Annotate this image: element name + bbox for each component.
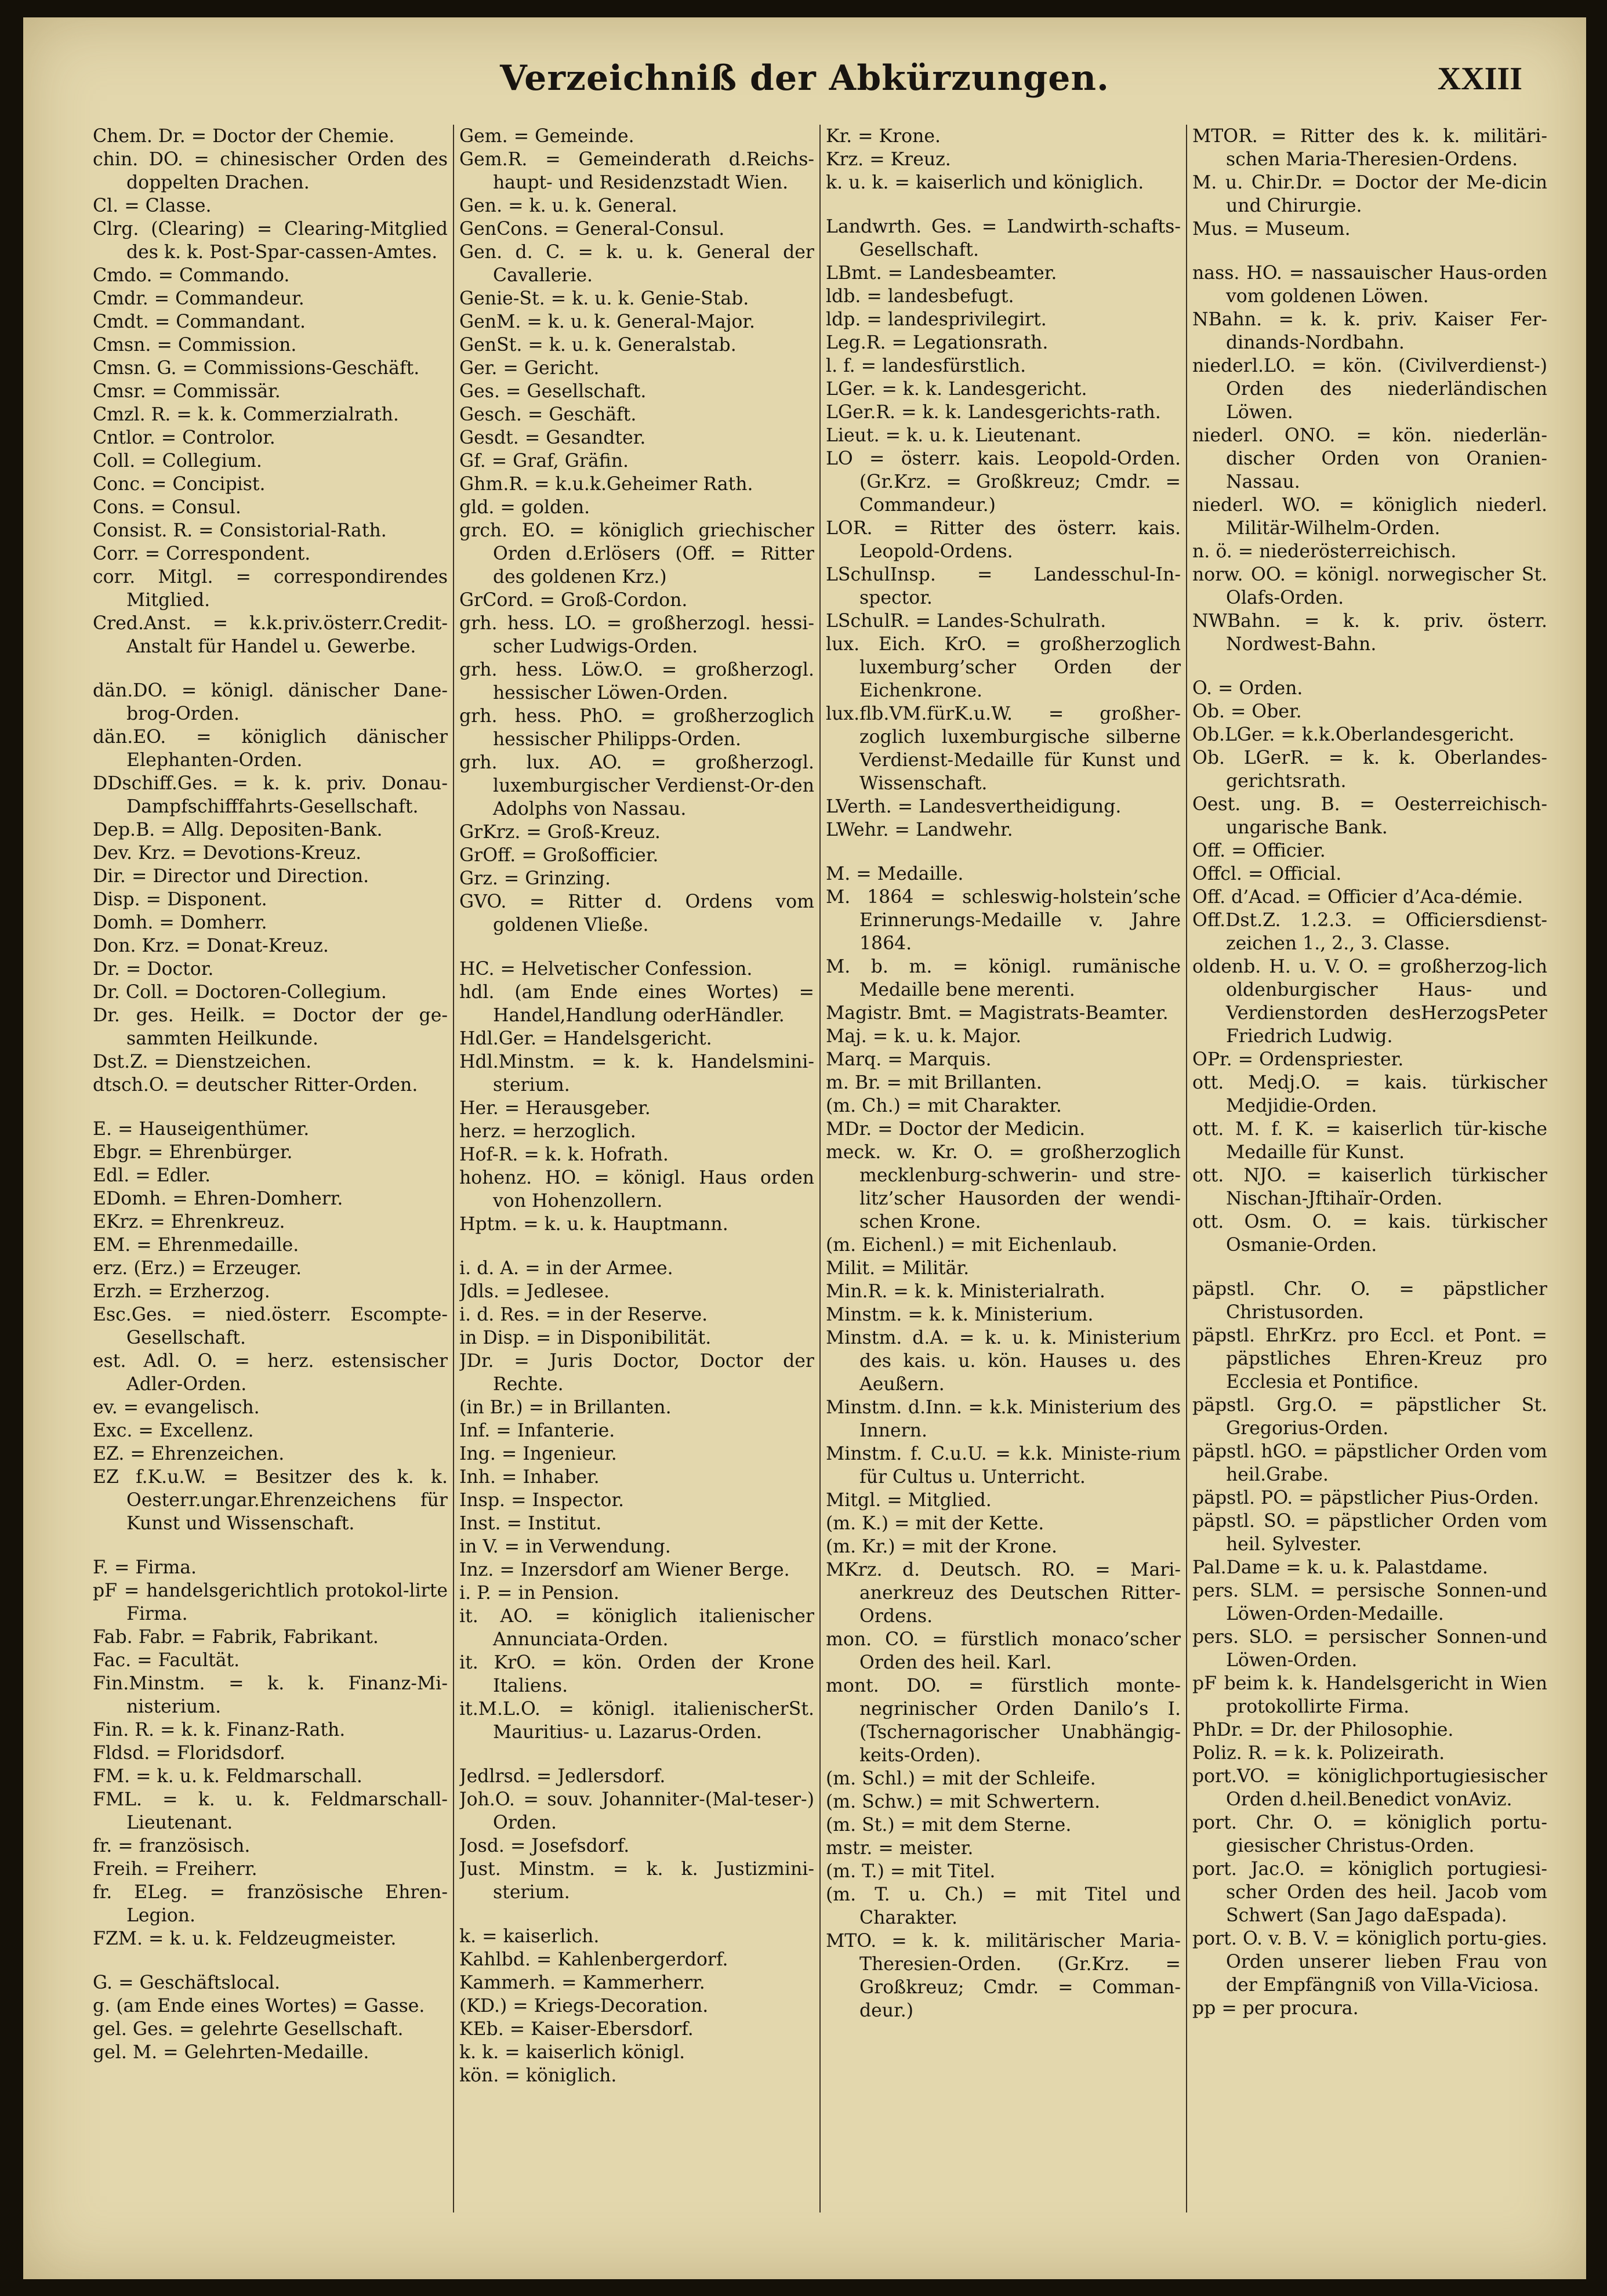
abbreviation-entry: O. = Orden. xyxy=(1192,678,1303,699)
abbreviation-entry: Cmdr. = Commandeur. xyxy=(93,288,304,309)
abbreviation-entry: Don. Krz. = Donat-Kreuz. xyxy=(93,935,329,956)
abbreviation-entry: i. d. Res. = in der Reserve. xyxy=(459,1304,708,1325)
section-gap xyxy=(459,1236,814,1257)
abbreviation-entry: EZ. = Ehrenzeichen. xyxy=(93,1443,285,1464)
abbreviation-entry: Ghm.R. = k.u.k.Geheimer Rath. xyxy=(459,474,753,495)
abbreviation-entry: it. KrO. = kön. Orden der Krone Italiens. xyxy=(459,1652,814,1696)
abbreviation-entry: Cmzl. R. = k. k. Commerzialrath. xyxy=(93,404,399,425)
abbreviation-entry: GrOff. = Großofficier. xyxy=(459,845,659,866)
abbreviation-columns xyxy=(93,125,1547,2230)
column-divider xyxy=(1186,125,1187,2212)
abbreviation-entry: (m. Schw.) = mit Schwertern. xyxy=(826,1791,1101,1812)
abbreviation-entry: GenSt. = k. u. k. Generalstab. xyxy=(459,335,737,356)
abbreviation-entry: port. Chr. O. = königlich portu-giesischer Christus-Orden. xyxy=(1192,1812,1547,1856)
abbreviation-entry: (m. Ch.) = mit Charakter. xyxy=(826,1096,1062,1116)
abbreviation-entry: Milit. = Militär. xyxy=(826,1258,970,1279)
abbreviation-entry: Pal.Dame = k. u. k. Palastdame. xyxy=(1192,1557,1488,1578)
abbreviation-entry: Dr. Coll. = Doctoren-Collegium. xyxy=(93,982,387,1003)
abbreviation-entry: Krz. = Kreuz. xyxy=(826,149,951,170)
abbreviation-entry: fr. ELeg. = französische Ehren-Legion. xyxy=(93,1882,448,1926)
abbreviation-entry: Cmdt. = Commandant. xyxy=(93,311,306,332)
abbreviation-entry: E. = Hauseigenthümer. xyxy=(93,1119,310,1140)
abbreviation-entry: Dev. Krz. = Devotions-Kreuz. xyxy=(93,843,362,864)
abbreviation-entry: chin. DO. = chinesischer Orden des doppelten Drachen. xyxy=(93,149,448,193)
abbreviation-entry: gel. M. = Gelehrten-Medaille. xyxy=(93,2042,369,2063)
abbreviation-entry: FZM. = k. u. k. Feldzeugmeister. xyxy=(93,1928,397,1949)
abbreviation-entry: oldenb. H. u. V. O. = großherzog-lich oldenburgischer Haus- und Verdienstorden desHerzogsPeter Friedrich Ludwig. xyxy=(1192,956,1547,1047)
abbreviation-entry: LOR. = Ritter des österr. kais. Leopold-Ordens. xyxy=(826,518,1181,562)
abbreviation-entry: grh. hess. Löw.O. = großherzogl. hessischer Löwen-Orden. xyxy=(459,659,814,703)
abbreviation-entry: LSchulR. = Landes-Schulrath. xyxy=(826,611,1107,632)
abbreviation-entry: ott. NJO. = kaiserlich türkischer Nischan-Jftihaïr-Orden. xyxy=(1192,1165,1547,1209)
section-gap xyxy=(93,1097,448,1118)
abbreviation-entry: Marq. = Marquis. xyxy=(826,1049,992,1070)
abbreviation-entry: Fin.Minstm. = k. k. Finanz-Mi-nisterium. xyxy=(93,1673,448,1717)
abbreviation-entry: LBmt. = Landesbeamter. xyxy=(826,263,1057,284)
section-gap xyxy=(459,1744,814,1765)
abbreviation-entry: Min.R. = k. k. Ministerialrath. xyxy=(826,1281,1105,1302)
abbreviation-entry: niederl. ONO. = kön. niederlän-discher Orden von Oranien-Nassau. xyxy=(1192,425,1547,492)
abbreviation-entry: ott. Medj.O. = kais. türkischer Medjidie-Orden. xyxy=(1192,1072,1547,1116)
abbreviation-entry: Cmsn. = Commission. xyxy=(93,335,297,356)
abbreviation-entry: EKrz. = Ehrenkreuz. xyxy=(93,1212,285,1232)
abbreviation-entry: LWehr. = Landwehr. xyxy=(826,819,1013,840)
abbreviation-entry: grch. EO. = königlich griechischer Orden d.Erlösers (Off. = Ritter des goldenen Krz.) xyxy=(459,520,814,587)
abbreviation-entry: Just. Minstm. = k. k. Justizmini-sterium. xyxy=(459,1859,814,1903)
abbreviation-entry: Coll. = Collegium. xyxy=(93,451,262,471)
abbreviation-entry: Kammerh. = Kammerherr. xyxy=(459,1972,705,1993)
abbreviation-entry: Landwrth. Ges. = Landwirth-schafts-Gesellschaft. xyxy=(826,216,1181,260)
abbreviation-entry: GVO. = Ritter d. Ordens vom goldenen Vließe. xyxy=(459,891,814,935)
abbreviation-entry: gel. Ges. = gelehrte Gesellschaft. xyxy=(93,2019,404,2040)
abbreviation-entry: est. Adl. O. = herz. estensischer Adler-Orden. xyxy=(93,1351,448,1395)
abbreviation-entry: Gem. = Gemeinde. xyxy=(459,126,634,147)
dictionary-page xyxy=(23,17,1586,2279)
abbreviation-entry: (in Br.) = in Brillanten. xyxy=(459,1397,672,1418)
section-gap xyxy=(1192,656,1547,677)
abbreviation-entry: EZ f.K.u.W. = Besitzer des k. k. Oesterr.ungar.Ehrenzeichens für Kunst und Wissenschaft. xyxy=(93,1467,448,1534)
abbreviation-entry: Fldsd. = Floridsdorf. xyxy=(93,1743,285,1764)
abbreviation-entry: päpstl. EhrKrz. pro Eccl. et Pont. = päpstliches Ehren-Kreuz pro Ecclesia et Pontifice. xyxy=(1192,1325,1547,1392)
abbreviation-entry: pF beim k. k. Handelsgericht in Wien protokollirte Firma. xyxy=(1192,1673,1547,1717)
abbreviation-entry: GrKrz. = Groß-Kreuz. xyxy=(459,822,661,843)
abbreviation-entry: in Disp. = in Disponibilität. xyxy=(459,1327,712,1348)
abbreviation-entry: port.VO. = königlichportugiesischer Orden d.heil.Benedict vonAviz. xyxy=(1192,1766,1547,1810)
abbreviation-entry: Freih. = Freiherr. xyxy=(93,1859,257,1880)
page-number: XXIII xyxy=(1437,61,1522,97)
abbreviation-entry: hohenz. HO. = königl. Haus orden von Hohenzollern. xyxy=(459,1167,814,1212)
abbreviation-entry: Minstm. f. C.u.U. = k.k. Ministe-rium für Cultus u. Unterricht. xyxy=(826,1443,1181,1488)
abbreviation-entry: (m. Eichenl.) = mit Eichenlaub. xyxy=(826,1235,1118,1256)
abbreviation-entry: i. d. A. = in der Armee. xyxy=(459,1258,673,1279)
abbreviation-entry: (m. T. u. Ch.) = mit Titel und Charakter. xyxy=(826,1884,1181,1928)
abbreviation-entry: ott. M. f. K. = kaiserlich tür-kische Medaille für Kunst. xyxy=(1192,1119,1547,1163)
abbreviation-entry: päpstl. Grg.O. = päpstlicher St. Gregorius-Orden. xyxy=(1192,1395,1547,1439)
abbreviation-entry: päpstl. hGO. = päpstlicher Orden vom heil.Grabe. xyxy=(1192,1441,1547,1485)
abbreviation-entry: corr. Mitgl. = correspondirendes Mitglied. xyxy=(93,567,448,611)
abbreviation-entry: KEb. = Kaiser-Ebersdorf. xyxy=(459,2019,694,2040)
abbreviation-entry: Inf. = Infanterie. xyxy=(459,1420,615,1441)
abbreviation-entry: Minstm. d.Inn. = k.k. Ministerium des Innern. xyxy=(826,1397,1181,1441)
abbreviation-entry: M. 1864 = schleswig-holstein’sche Erinnerungs-Medaille v. Jahre 1864. xyxy=(826,887,1181,954)
abbreviation-entry: LSchulInsp. = Landesschul-In-spector. xyxy=(826,564,1181,608)
abbreviation-entry: lux. Eich. KrO. = großherzoglich luxemburg’scher Orden der Eichenkrone. xyxy=(826,634,1181,701)
abbreviation-entry: Chem. Dr. = Doctor der Chemie. xyxy=(93,126,395,147)
abbreviation-entry: k. = kaiserlich. xyxy=(459,1926,600,1947)
abbreviation-entry: LO = österr. kais. Leopold-Orden. (Gr.Krz. = Großkreuz; Cmdr. = Commandeur.) xyxy=(826,448,1181,516)
abbreviation-entry: mont. DO. = fürstlich monte-negrinischer Orden Danilo’s I. (Tschernagorischer Unabhängig-keits-Orden). xyxy=(826,1675,1181,1766)
abbreviation-entry: GrCord. = Groß-Cordon. xyxy=(459,590,688,611)
abbreviation-entry: Fin. R. = k. k. Finanz-Rath. xyxy=(93,1720,346,1740)
abbreviation-entry: Hptm. = k. u. k. Hauptmann. xyxy=(459,1214,728,1235)
abbreviation-entry: Erzh. = Erzherzog. xyxy=(93,1281,270,1302)
abbreviation-entry: Dr. ges. Heilk. = Doctor der ge-sammten Heilkunde. xyxy=(93,1005,448,1049)
section-gap xyxy=(459,937,814,957)
abbreviation-entry: pp = per procura. xyxy=(1192,1998,1359,2019)
abbreviation-entry: grh. hess. LO. = großherzogl. hessi-scher Ludwigs-Orden. xyxy=(459,613,814,657)
section-gap xyxy=(93,1950,448,1971)
abbreviation-entry: grh. lux. AO. = großherzogl. luxemburgischer Verdienst-Or-den Adolphs von Nassau. xyxy=(459,752,814,819)
abbreviation-entry: Jdls. = Jedlesee. xyxy=(459,1281,610,1302)
abbreviation-entry: GenM. = k. u. k. General-Major. xyxy=(459,311,755,332)
abbreviation-entry: Kahlbd. = Kahlenbergerdorf. xyxy=(459,1949,728,1970)
abbreviation-entry: Josd. = Josefsdorf. xyxy=(459,1836,630,1856)
column-divider xyxy=(453,125,454,2212)
abbreviation-entry: ev. = evangelisch. xyxy=(93,1397,260,1418)
abbreviation-entry: Insp. = Inspector. xyxy=(459,1490,625,1511)
abbreviation-entry: Cntlor. = Controlor. xyxy=(93,427,275,448)
abbreviation-entry: pers. SLO. = persischer Sonnen-und Löwen-Orden. xyxy=(1192,1627,1547,1671)
abbreviation-entry: DDschiff.Ges. = k. k. priv. Donau-Dampfschifffahrts-Gesellschaft. xyxy=(93,773,448,817)
abbreviation-entry: port. O. v. B. V. = königlich portu-gies. Orden unserer lieben Frau von der Empfängniß von Villa-Viciosa. xyxy=(1192,1928,1547,1996)
abbreviation-entry: GenCons. = General-Consul. xyxy=(459,219,725,240)
page-title: Verzeichniß der Abkürzungen. xyxy=(500,58,1109,99)
abbreviation-entry: Gesdt. = Gesandter. xyxy=(459,427,646,448)
abbreviation-entry: MTO. = k. k. militärischer Maria-Theresien-Orden. (Gr.Krz. = Großkreuz; Cmdr. = Comman-deur.) xyxy=(826,1931,1181,2021)
abbreviation-entry: Exc. = Excellenz. xyxy=(93,1420,254,1441)
abbreviation-entry: Fac. = Facultät. xyxy=(93,1650,240,1671)
abbreviation-entry: M. b. m. = königl. rumänische Medaille bene merenti. xyxy=(826,956,1181,1000)
abbreviation-entry: Ebgr. = Ehrenbürger. xyxy=(93,1142,293,1163)
abbreviation-entry: port. Jac.O. = königlich portugiesi-scher Orden des heil. Jacob vom Schwert (San Jago daEspada). xyxy=(1192,1859,1547,1926)
column-3 xyxy=(826,125,1181,2230)
abbreviation-entry: Cmsr. = Commissär. xyxy=(93,381,281,402)
abbreviation-entry: nass. HO. = nassauischer Haus-orden vom goldenen Löwen. xyxy=(1192,263,1547,307)
abbreviation-entry: Conc. = Concipist. xyxy=(93,474,266,495)
abbreviation-entry: Inh. = Inhaber. xyxy=(459,1467,600,1488)
section-gap xyxy=(1192,1257,1547,1278)
abbreviation-entry: Mitgl. = Mitglied. xyxy=(826,1490,992,1511)
abbreviation-entry: m. Br. = mit Brillanten. xyxy=(826,1072,1042,1093)
abbreviation-entry: Lieut. = k. u. k. Lieutenant. xyxy=(826,425,1082,446)
abbreviation-entry: it. AO. = königlich italienischer Annunciata-Orden. xyxy=(459,1606,814,1650)
abbreviation-entry: FML. = k. u. k. Feldmarschall-Lieutenant. xyxy=(93,1789,448,1833)
abbreviation-entry: Maj. = k. u. k. Major. xyxy=(826,1026,1022,1047)
section-gap xyxy=(459,1904,814,1925)
abbreviation-entry: (m. St.) = mit dem Sterne. xyxy=(826,1815,1072,1836)
abbreviation-entry: kön. = königlich. xyxy=(459,2065,617,2086)
abbreviation-entry: niederl. WO. = königlich niederl. Militär-Wilhelm-Orden. xyxy=(1192,495,1547,539)
abbreviation-entry: g. (am Ende eines Wortes) = Gasse. xyxy=(93,1996,425,2016)
abbreviation-entry: päpstl. Chr. O. = päpstlicher Christusorden. xyxy=(1192,1279,1547,1323)
abbreviation-entry: dän.EO. = königlich dänischer Elephanten-Orden. xyxy=(93,727,448,771)
abbreviation-entry: dtsch.O. = deutscher Ritter-Orden. xyxy=(93,1075,418,1096)
abbreviation-entry: Gen. = k. u. k. General. xyxy=(459,195,677,216)
abbreviation-entry: Hdl.Ger. = Handelsgericht. xyxy=(459,1028,712,1049)
abbreviation-entry: Joh.O. = souv. Johanniter-(Mal-teser-) Orden. xyxy=(459,1789,814,1833)
abbreviation-entry: M. = Medaille. xyxy=(826,864,964,884)
section-gap xyxy=(826,194,1181,215)
column-4 xyxy=(1192,125,1547,2230)
abbreviation-entry: Cmdo. = Commando. xyxy=(93,265,290,286)
abbreviation-entry: Hof-R. = k. k. Hofrath. xyxy=(459,1144,669,1165)
abbreviation-entry: Grz. = Grinzing. xyxy=(459,868,611,889)
abbreviation-entry: Corr. = Correspondent. xyxy=(93,543,311,564)
abbreviation-entry: Inz. = Inzersdorf am Wiener Berge. xyxy=(459,1559,790,1580)
abbreviation-entry: Consist. R. = Consistorial-Rath. xyxy=(93,520,387,541)
abbreviation-entry: F. = Firma. xyxy=(93,1557,197,1578)
abbreviation-entry: MKrz. d. Deutsch. RO. = Mari-anerkreuz des Deutschen Ritter-Ordens. xyxy=(826,1559,1181,1627)
abbreviation-entry: pF = handelsgerichtlich protokol-lirte Firma. xyxy=(93,1580,448,1624)
abbreviation-entry: Fab. Fabr. = Fabrik, Fabrikant. xyxy=(93,1627,379,1648)
abbreviation-entry: Leg.R. = Legationsrath. xyxy=(826,332,1049,353)
abbreviation-entry: MTOR. = Ritter des k. k. militäri-schen Maria-Theresien-Ordens. xyxy=(1192,126,1547,170)
section-gap xyxy=(93,1535,448,1556)
abbreviation-entry: Genie-St. = k. u. k. Genie-Stab. xyxy=(459,288,749,309)
abbreviation-entry: EDomh. = Ehren-Domherr. xyxy=(93,1188,343,1209)
abbreviation-entry: ott. Osm. O. = kais. türkischer Osmanie-Orden. xyxy=(1192,1212,1547,1256)
abbreviation-entry: Ing. = Ingenieur. xyxy=(459,1443,617,1464)
abbreviation-entry: Poliz. R. = k. k. Polizeirath. xyxy=(1192,1743,1445,1764)
abbreviation-entry: Ob. = Ober. xyxy=(1192,701,1302,722)
abbreviation-entry: Oest. ung. B. = Oesterreichisch-ungarische Bank. xyxy=(1192,794,1547,838)
abbreviation-entry: PhDr. = Dr. der Philosophie. xyxy=(1192,1720,1454,1740)
abbreviation-entry: Disp. = Disponent. xyxy=(93,889,267,910)
abbreviation-entry: Dst.Z. = Dienstzeichen. xyxy=(93,1051,312,1072)
abbreviation-entry: grh. hess. PhO. = großherzoglich hessischer Philipps-Orden. xyxy=(459,706,814,750)
abbreviation-entry: Ob.LGer. = k.k.Oberlandesgericht. xyxy=(1192,724,1515,745)
abbreviation-entry: Minstm. d.A. = k. u. k. Ministerium des kais. u. kön. Hauses u. des Aeußern. xyxy=(826,1327,1181,1395)
abbreviation-entry: G. = Geschäftslocal. xyxy=(93,1972,281,1993)
section-gap xyxy=(1192,241,1547,262)
abbreviation-entry: Cl. = Classe. xyxy=(93,195,212,216)
abbreviation-entry: Gesch. = Geschäft. xyxy=(459,404,637,425)
abbreviation-entry: Offcl. = Official. xyxy=(1192,864,1342,884)
abbreviation-entry: MDr. = Doctor der Medicin. xyxy=(826,1119,1086,1140)
column-2 xyxy=(459,125,814,2230)
abbreviation-entry: i. P. = in Pension. xyxy=(459,1583,619,1604)
abbreviation-entry: LGer.R. = k. k. Landesgerichts-rath. xyxy=(826,402,1161,423)
abbreviation-entry: Cons. = Consul. xyxy=(93,497,241,518)
abbreviation-entry: Ges. = Gesellschaft. xyxy=(459,381,647,402)
abbreviation-entry: Off. d’Acad. = Officier d’Aca-démie. xyxy=(1192,887,1523,908)
section-gap xyxy=(93,658,448,679)
abbreviation-entry: (KD.) = Kriegs-Decoration. xyxy=(459,1996,709,2016)
abbreviation-entry: Ob. LGerR. = k. k. Oberlandes-gerichtsrath. xyxy=(1192,748,1547,792)
abbreviation-entry: ldp. = landesprivilegirt. xyxy=(826,309,1047,330)
abbreviation-entry: Cred.Anst. = k.k.priv.österr.Credit-Anstalt für Handel u. Gewerbe. xyxy=(93,613,448,657)
abbreviation-entry: pers. SLM. = persische Sonnen-und Löwen-Orden-Medaille. xyxy=(1192,1580,1547,1624)
abbreviation-entry: Kr. = Krone. xyxy=(826,126,941,147)
abbreviation-entry: dän.DO. = königl. dänischer Dane-brog-Orden. xyxy=(93,680,448,724)
abbreviation-entry: ldb. = landesbefugt. xyxy=(826,286,1014,307)
abbreviation-entry: Gf. = Graf, Gräfin. xyxy=(459,451,629,471)
abbreviation-entry: Mus. = Museum. xyxy=(1192,219,1351,240)
abbreviation-entry: Minstm. = k. k. Ministerium. xyxy=(826,1304,1094,1325)
abbreviation-entry: Dep.B. = Allg. Depositen-Bank. xyxy=(93,819,383,840)
abbreviation-entry: n. ö. = niederösterreichisch. xyxy=(1192,541,1457,562)
abbreviation-entry: Inst. = Institut. xyxy=(459,1513,602,1534)
abbreviation-entry: Esc.Ges. = nied.österr. Escompte-Gesellschaft. xyxy=(93,1304,448,1348)
abbreviation-entry: gld. = golden. xyxy=(459,497,590,518)
abbreviation-entry: Off.Dst.Z. 1.2.3. = Officiersdienst-zeichen 1., 2., 3. Classe. xyxy=(1192,910,1547,954)
abbreviation-entry: k. u. k. = kaiserlich und königlich. xyxy=(826,172,1144,193)
abbreviation-entry: Gem.R. = Gemeinderath d.Reichs-haupt- und Residenzstadt Wien. xyxy=(459,149,814,193)
abbreviation-entry: l. f. = landesfürstlich. xyxy=(826,356,1026,376)
abbreviation-entry: Dr. = Doctor. xyxy=(93,959,214,980)
abbreviation-entry: LVerth. = Landesvertheidigung. xyxy=(826,796,1122,817)
abbreviation-entry: Her. = Herausgeber. xyxy=(459,1098,651,1119)
abbreviation-entry: lux.flb.VM.fürK.u.W. = großher-zoglich luxemburgische silberne Verdienst-Medaille für Kunst und Wissenschaft. xyxy=(826,703,1181,794)
abbreviation-entry: Clrg. (Clearing) = Clearing-Mitglied des k. k. Post-Spar-cassen-Amtes. xyxy=(93,219,448,263)
abbreviation-entry: NWBahn. = k. k. priv. österr. Nordwest-Bahn. xyxy=(1192,611,1547,655)
abbreviation-entry: Ger. = Gericht. xyxy=(459,358,600,379)
abbreviation-entry: herz. = herzoglich. xyxy=(459,1121,636,1142)
abbreviation-entry: Magistr. Bmt. = Magistrats-Beamter. xyxy=(826,1003,1169,1024)
abbreviation-entry: (m. K.) = mit der Kette. xyxy=(826,1513,1044,1534)
abbreviation-entry: JDr. = Juris Doctor, Doctor der Rechte. xyxy=(459,1351,814,1395)
abbreviation-entry: HC. = Helvetischer Confession. xyxy=(459,959,753,980)
abbreviation-entry: (m. T.) = mit Titel. xyxy=(826,1861,996,1882)
abbreviation-entry: FM. = k. u. k. Feldmarschall. xyxy=(93,1766,362,1787)
column-divider xyxy=(819,125,821,2212)
abbreviation-entry: k. k. = kaiserlich königl. xyxy=(459,2042,685,2063)
abbreviation-entry: Cmsn. G. = Commissions-Geschäft. xyxy=(93,358,420,379)
abbreviation-entry: päpstl. SO. = päpstlicher Orden vom heil. Sylvester. xyxy=(1192,1511,1547,1555)
abbreviation-entry: mstr. = meister. xyxy=(826,1838,974,1859)
abbreviation-entry: Jedlrsd. = Jedlersdorf. xyxy=(459,1766,666,1787)
abbreviation-entry: hdl. (am Ende eines Wortes) = Handel,Handlung oderHändler. xyxy=(459,982,814,1026)
abbreviation-entry: LGer. = k. k. Landesgericht. xyxy=(826,379,1087,400)
abbreviation-entry: meck. w. Kr. O. = großherzoglich mecklenburg-schwerin- und stre-litz’scher Hausorden der wendi-schen Krone. xyxy=(826,1142,1181,1232)
section-gap xyxy=(826,841,1181,862)
abbreviation-entry: Hdl.Minstm. = k. k. Handelsmini-sterium. xyxy=(459,1051,814,1096)
abbreviation-entry: Off. = Officier. xyxy=(1192,840,1326,861)
abbreviation-entry: OPr. = Ordenspriester. xyxy=(1192,1049,1404,1070)
abbreviation-entry: norw. OO. = königl. norwegischer St. Olafs-Orden. xyxy=(1192,564,1547,608)
abbreviation-entry: mon. CO. = fürstlich monaco’scher Orden des heil. Karl. xyxy=(826,1629,1181,1673)
abbreviation-entry: NBahn. = k. k. priv. Kaiser Fer-dinands-Nordbahn. xyxy=(1192,309,1547,353)
abbreviation-entry: M. u. Chir.Dr. = Doctor der Me-dicin und Chirurgie. xyxy=(1192,172,1547,216)
abbreviation-entry: päpstl. PO. = päpstlicher Pius-Orden. xyxy=(1192,1488,1539,1508)
abbreviation-entry: (m. Schl.) = mit der Schleife. xyxy=(826,1768,1096,1789)
abbreviation-entry: erz. (Erz.) = Erzeuger. xyxy=(93,1258,302,1279)
abbreviation-entry: it.M.L.O. = königl. italienischerSt. Mauritius- u. Lazarus-Orden. xyxy=(459,1699,814,1743)
abbreviation-entry: (m. Kr.) = mit der Krone. xyxy=(826,1536,1058,1557)
abbreviation-entry: in V. = in Verwendung. xyxy=(459,1536,671,1557)
abbreviation-entry: niederl.LO. = kön. (Civilverdienst-) Orden des niederländischen Löwen. xyxy=(1192,356,1547,423)
abbreviation-entry: Dir. = Director und Direction. xyxy=(93,866,369,887)
abbreviation-entry: Edl. = Edler. xyxy=(93,1165,211,1186)
abbreviation-entry: Gen. d. C. = k. u. k. General der Cavallerie. xyxy=(459,242,814,286)
abbreviation-entry: fr. = französisch. xyxy=(93,1836,251,1856)
abbreviation-entry: Domh. = Domherr. xyxy=(93,912,267,933)
abbreviation-entry: EM. = Ehrenmedaille. xyxy=(93,1235,299,1256)
column-1 xyxy=(93,125,448,2230)
